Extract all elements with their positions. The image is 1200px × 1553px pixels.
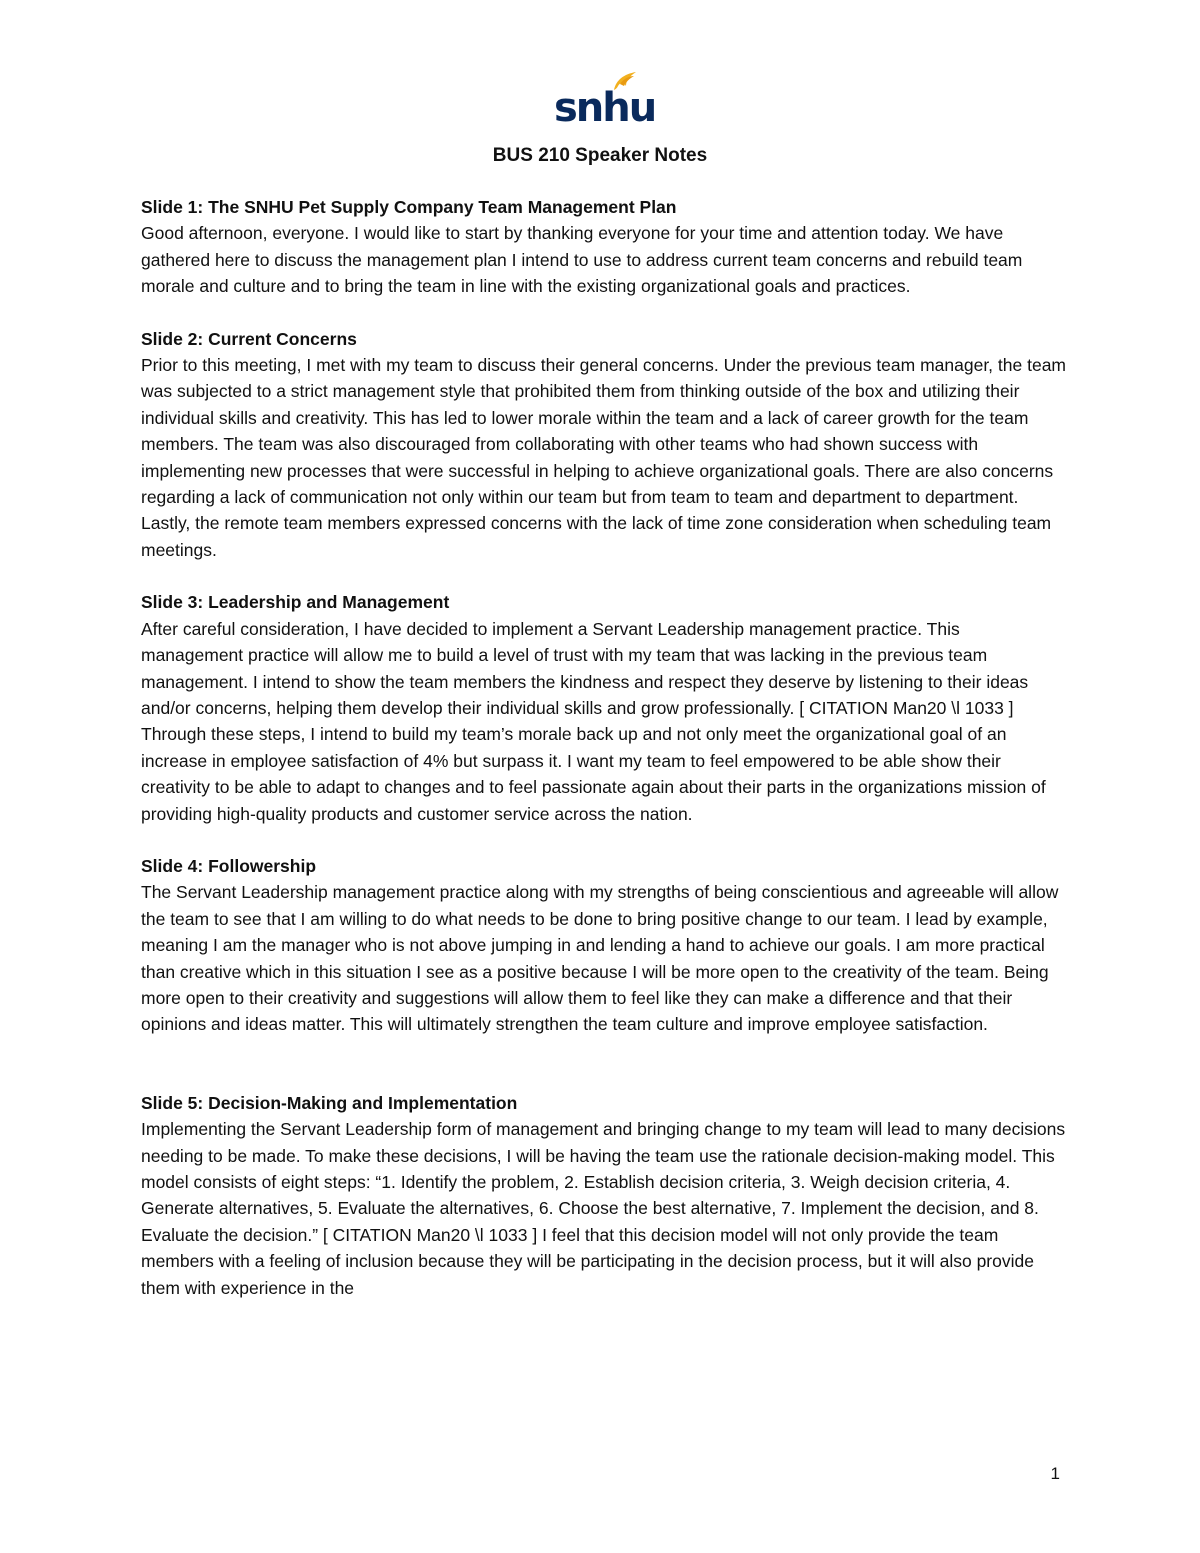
section-heading: Slide 5: Decision-Making and Implementation [141,1092,518,1113]
section-paragraph: After careful consideration, I have decided to implement a Servant Leadership management practice. This management practice will allow me to build a level of trust with my team that was lacking in the previous team management. I intend to show the team members the kindness and respect they deserve by listening to their ideas and/or concerns, helping them develop their individual skills and grow professionally. [ CITATION Man20 \l 1033 ] Through these steps, I intend to build my team’s morale back up and not only meet the organizational goal of an increase in employee satisfaction of 4% but surpass it. I want my team to feel empowered to be able show their creativity to be able to adapt to changes and to feel passionate again about their parts in the organizations mission of providing high-quality products and customer service across the nation. [141,618,1046,824]
document-title: BUS 210 Speaker Notes [492,145,708,166]
section-slide-1 [141,194,1066,300]
section-heading: Slide 4: Followership [141,855,317,876]
section-slide-4 [141,853,1066,1038]
section-heading: Slide 1: The SNHU Pet Supply Company Team Management Plan [141,197,677,217]
section-slide-2 [141,326,1066,564]
section-paragraph: Prior to this meeting, I met with my team to discuss their general concerns. Under the previous team manager, the team was subjected to a strict management style that prohibited them from thinking outside of the box and utilizing their individual skills and creativity. This has led to lower morale within the team and a lack of career growth for the team members. The team was also discouraged from collaborating with other teams who had shown success with implementing new processes that were successful in helping to achieve organizational goals. There are also concerns regarding a lack of communication not only within our team but from team to team and department to department. Lastly, the remote team members expressed concerns with the lack of time zone consideration when scheduling team meetings. [141,355,1067,560]
page-number: 1 [1050,1464,1060,1483]
section-heading: Slide 2: Current Concerns [141,328,357,349]
section-paragraph: Good afternoon, everyone. I would like to start by thanking everyone for your time and attention today. We have gathered here to discuss the management plan I intend to use to address current team concerns and rebuild team morale and culture and to bring the team in line with the existing organizational goals and practices. [141,223,1023,297]
section-paragraph: The Servant Leadership management practice along with my strengths of being conscientious and agreeable will allow the team to see that I am willing to do what needs to be done to bring positive change to our team. I lead by example, meaning I am the manager who is not above jumping in and lending a hand to achieve our goals. I am more practical than creative which in this situation I see as a positive because I will be more open to the creativity of the team. Being more open to their creativity and suggestions will allow them to feel like they can make a difference and that their opinions and ideas matter. This will ultimately strengthen the team culture and improve employee satisfaction. [141,882,1059,1035]
section-slide-3 [141,589,1066,827]
section-slide-5 [141,1090,1066,1301]
document-body [141,194,1066,1327]
snhu-logo [554,70,656,132]
logo-wordmark: snhu [554,85,656,131]
section-paragraph: Implementing the Servant Leadership form of management and bringing change to my team will lead to many decisions needing to be made. To make these decisions, I will be having the team use the rationale decision-making model. This model consists of eight steps: “1. Identify the problem, 2. Establish decision criteria, 3. Weigh decision criteria, 4. Generate alternatives, 5. Evaluate the alternatives, 6. Choose the best alternative, 7. Implement the decision, and 8. Evaluate the decision.” [ CITATION Man20 \l 1033 ] I feel that this decision model will not only provide the team members with a feeling of inclusion because they will be participating in the decision process, but it will also provide them with experience in the [141,1119,1066,1298]
section-heading: Slide 3: Leadership and Management [141,592,450,613]
